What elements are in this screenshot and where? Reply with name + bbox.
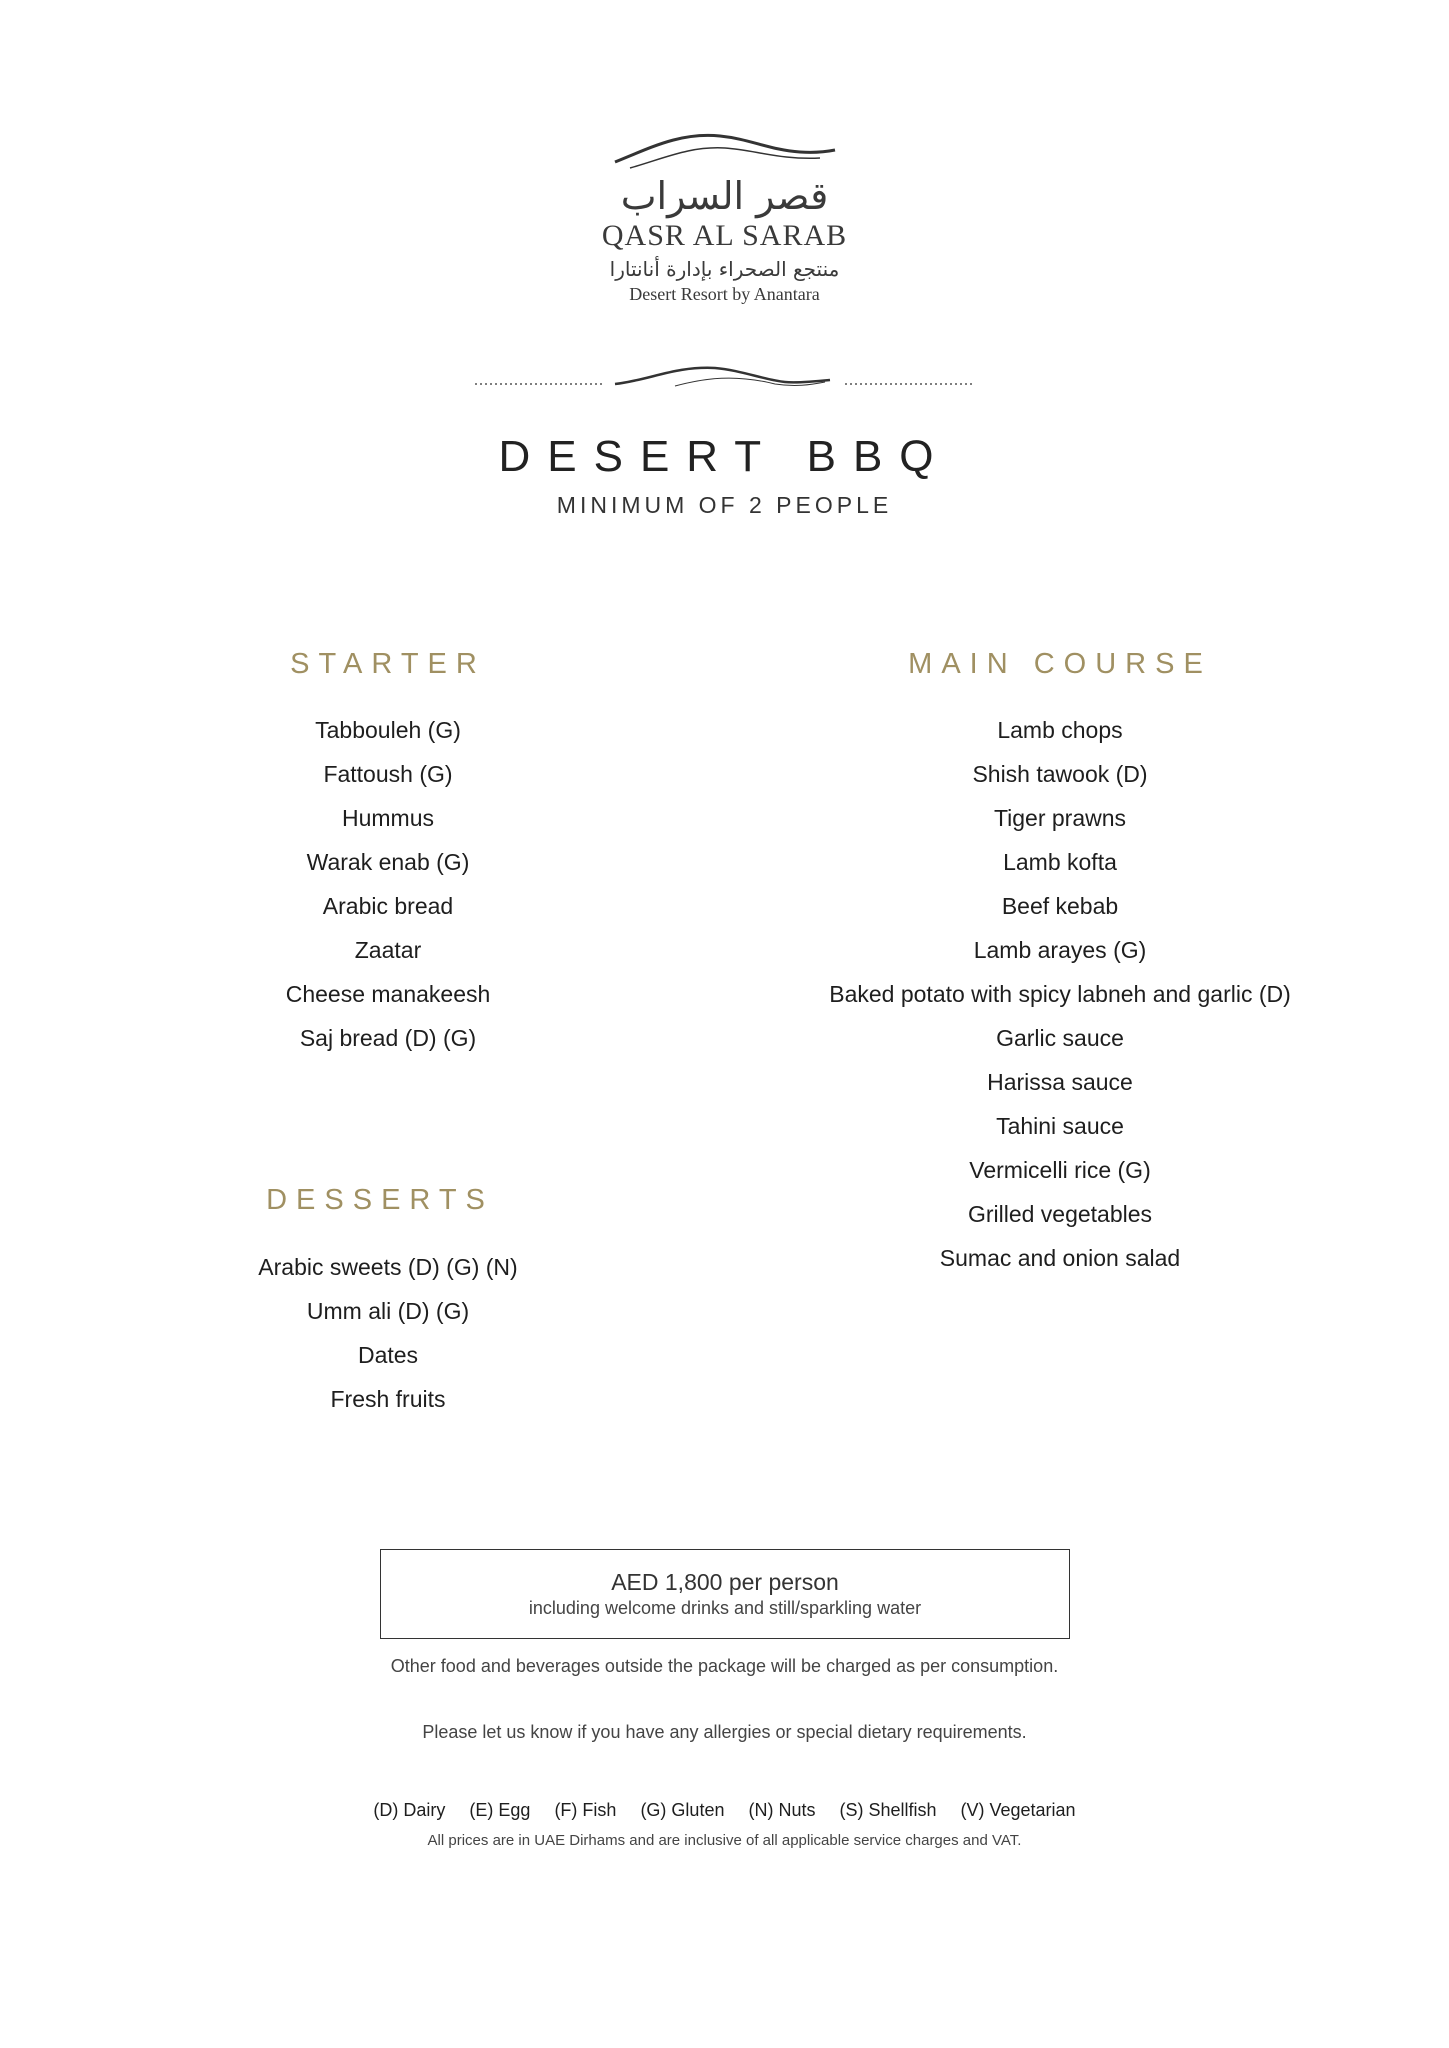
menu-item: Shish tawook (D) (972, 761, 1148, 787)
logo-arabic-tagline: منتجع الصحراء بإدارة أنانتارا (609, 257, 840, 281)
menu-item: Warak enab (G) (306, 849, 470, 875)
menu-item: Tiger prawns (993, 805, 1127, 831)
main-course-heading: MAIN COURSE (908, 648, 1212, 680)
menu-item: Beef kebab (1001, 893, 1119, 919)
dune-logo-icon (610, 128, 840, 174)
menu-item: Lamb kofta (1003, 849, 1117, 875)
legend-item: (G) Gluten (640, 1800, 725, 1820)
menu-item: Lamb arayes (G) (973, 937, 1147, 963)
menu-item: Fresh fruits (330, 1386, 446, 1412)
menu-title: DESERT BBQ (498, 432, 951, 481)
allergy-note: Please let us know if you have any allergies or special dietary requirements. (422, 1722, 1027, 1742)
menu-item: Umm ali (D) (G) (306, 1298, 470, 1324)
menu-item: Dates (357, 1342, 419, 1368)
desserts-list (188, 1245, 588, 1421)
logo-tagline: Desert Resort by Anantara (629, 284, 820, 304)
legend-item: (E) Egg (469, 1800, 531, 1820)
legend-item: (S) Shellfish (839, 1800, 937, 1820)
logo-name: QASR AL SARAB (601, 219, 848, 252)
consumption-note: Other food and beverages outside the package will be charged as per consumption. (390, 1656, 1059, 1676)
ornament-divider (0, 362, 1449, 402)
price-amount: AED 1,800 per person (611, 1569, 839, 1595)
legend-item: (F) Fish (554, 1800, 617, 1820)
starter-heading: STARTER (290, 648, 486, 680)
menu-item: Tabbouleh (G) (315, 717, 461, 743)
legend-item: (N) Nuts (748, 1800, 816, 1820)
menu-item: Tahini sauce (996, 1113, 1124, 1139)
menu-item: Arabic sweets (D) (G) (N) (258, 1254, 518, 1280)
desserts-heading: DESSERTS (266, 1184, 494, 1216)
menu-subtitle: MINIMUM OF 2 PEOPLE (556, 492, 893, 518)
menu-item: Grilled vegetables (967, 1201, 1153, 1227)
legend-item: (V) Vegetarian (960, 1800, 1076, 1820)
menu-item: Baked potato with spicy labneh and garlic (D) (829, 981, 1291, 1007)
dietary-legend (0, 1800, 1449, 1821)
price-includes: including welcome drinks and still/sparkling water (528, 1598, 922, 1618)
main-course-list (760, 708, 1360, 1280)
menu-item: Lamb chops (997, 717, 1123, 743)
menu-item: Saj bread (D) (G) (299, 1025, 477, 1051)
menu-item: Harissa sauce (987, 1069, 1133, 1095)
resort-logo (0, 128, 1449, 306)
menu-item: Cheese manakeesh (285, 981, 491, 1007)
menu-item: Vermicelli rice (G) (969, 1157, 1151, 1183)
menu-item: Hummus (341, 805, 434, 831)
menu-item: Fattoush (G) (323, 761, 453, 787)
logo-arabic-name: قصر السراب (620, 174, 829, 218)
menu-item: Sumac and onion salad (939, 1245, 1181, 1271)
legend-item: (D) Dairy (373, 1800, 446, 1820)
starter-list (188, 708, 588, 1060)
price-box (380, 1549, 1070, 1639)
price-footnote: All prices are in UAE Dirhams and are inclusive of all applicable service charges and VAT. (427, 1832, 1022, 1849)
menu-item: Garlic sauce (996, 1025, 1124, 1051)
menu-item: Arabic bread (322, 893, 454, 919)
menu-item: Zaatar (354, 937, 422, 963)
